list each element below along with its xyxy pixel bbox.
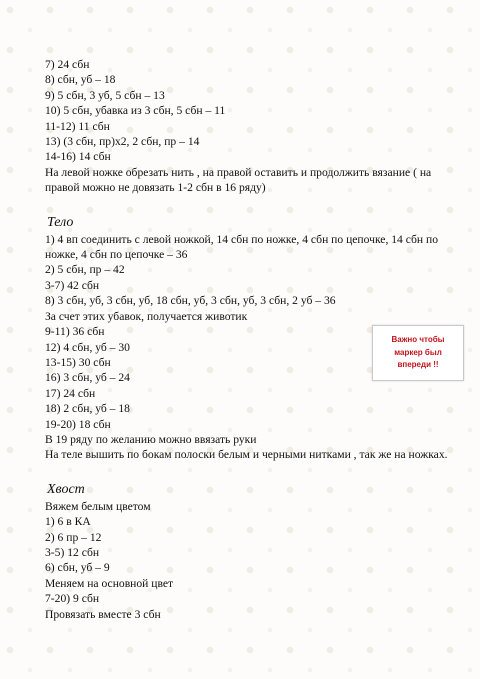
row-text: 14-16) 14 сбн	[45, 150, 111, 164]
note-line: маркер был	[394, 347, 442, 357]
instruction-text: На левой ножке обрезать нить , на правой оставить и продолжить вязание ( на правой можно не довязать 1-2 сбн в 16 ряду)	[45, 165, 432, 195]
instruction-text: Меняем на основной цвет	[45, 576, 174, 590]
row-text: 8) 3 сбн, уб, 3 сбн, уб, 18 сбн, уб, 3 сбн, уб, 3 сбн, 2 уб – 36	[45, 294, 336, 308]
row-text: 3-7) 42 сбн	[45, 278, 100, 292]
instruction-text: Провязать вместе 3 сбн	[45, 607, 161, 621]
instruction-text: Вяжем белым цветом	[45, 499, 151, 513]
note-line: впереди !!	[397, 360, 439, 369]
row-text: 6) сбн, уб – 9	[45, 561, 110, 575]
row-text: 1) 4 вп соединить с левой ножкой, 14 сбн по ножке, 4 сбн по цепочке, 14 сбн по ножке, 4 сбн по цепочке – 36	[45, 232, 439, 262]
row-text: 2) 5 сбн, пр – 42	[45, 263, 125, 277]
row-text: 10) 5 сбн, убавка из 3 сбн, 5 сбн – 11	[45, 104, 226, 118]
row-text: 11-12) 11 сбн	[45, 119, 110, 133]
row-text: 9) 5 сбн, 3 уб, 5 сбн – 13	[45, 88, 165, 102]
row-text: 3-5) 12 сбн	[45, 545, 100, 559]
row-text: 13-15) 30 сбн	[45, 355, 111, 369]
note-line: Важно чтобы	[391, 335, 445, 344]
row-text: 13) (3 сбн, пр)х2, 2 сбн, пр – 14	[45, 135, 200, 149]
section-heading-tail: Хвост	[47, 481, 85, 497]
legs-continued-block	[45, 57, 465, 196]
row-text: 2) 6 пр – 12	[45, 530, 102, 544]
row-text: 17) 24 сбн	[45, 386, 96, 400]
tail-block	[45, 499, 465, 622]
row-text: 7-20) 9 сбн	[45, 592, 100, 606]
marker-note	[372, 325, 464, 381]
row-text: 9-11) 36 сбн	[45, 325, 105, 339]
section-heading-body: Тело	[47, 214, 74, 230]
instruction-text: На теле вышить по бокам полоски белым и черными нитками , так же на ножках.	[45, 448, 448, 462]
row-text: 7) 24 сбн	[45, 58, 90, 71]
row-text: 18) 2 сбн, уб – 18	[45, 402, 130, 416]
instruction-text: За счет этих убавок, получается животик	[45, 309, 248, 323]
row-text: 19-20) 18 сбн	[45, 417, 111, 431]
instruction-text: В 19 ряду по желанию можно ввязать руки	[45, 432, 257, 446]
row-text: 1) 6 в КА	[45, 515, 91, 529]
row-text: 8) сбн, уб – 18	[45, 73, 116, 87]
row-text: 12) 4 сбн, уб – 30	[45, 340, 130, 354]
row-text: 16) 3 сбн, уб – 24	[45, 371, 130, 385]
